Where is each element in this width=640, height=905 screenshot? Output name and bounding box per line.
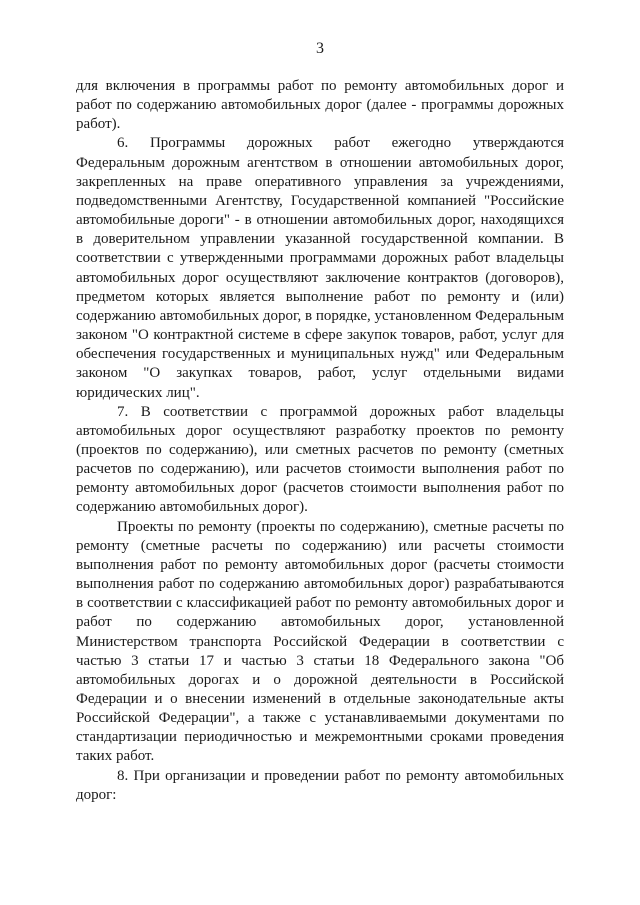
paragraph-item-7: 7. В соответствии с программой дорожных работ владельцы автомобильных дорог осуществляют разработку проектов по ремонту (проектов по содержанию), или сметных расчетов по ремонту (сметных расчетов по содержанию), или расчетов стоимости выполнения работ по ремонту автомобильных дорог (расчетов стоимости выполнения работ по содержанию автомобильных дорог). bbox=[76, 403, 564, 516]
page-number: 3 bbox=[316, 40, 324, 57]
paragraph-item-6: 6. Программы дорожных работ ежегодно утверждаются Федеральным дорожным агентством в отношении автомобильных дорог, закрепленных на праве оперативного управления за учреждениями, подведомственными Агентству, Государственной компанией "Российские автомобильные дороги" - в отношении автомобильных дорог, находящихся в доверительном управлении указанной государственной компании. В соответствии с утвержденными программами дорожных работ владельцы автомобильных дорог осуществляют заключение контрактов (договоров), предметом которых является выполнение работ по ремонту и (или) содержанию автомобильных дорог, в порядке, установленном Федеральным законом "О контрактной системе в сфере закупок товаров, работ, услуг для обеспечения государственных и муниципальных нужд" или Федеральным законом "О закупках товаров, работ, услуг отдельными видами юридических лиц". bbox=[76, 135, 564, 401]
paragraph-continuation: для включения в программы работ по ремонту автомобильных дорог и работ по содержанию автомобильных дорог (далее - программы дорожных работ). bbox=[76, 78, 564, 133]
paragraph-projects: Проекты по ремонту (проекты по содержанию), сметные расчеты по ремонту (сметные расчеты по содержанию) или расчеты стоимости выполнения работ по ремонту автомобильных дорог (расчеты стоимости выполнения работ по содержанию автомобильных дорог) разрабатываются в соответствии с классификацией работ по ремонту автомобильных дорог и работ по содержанию автомобильных дорог, установленной Министерством транспорта Российской Федерации в соответствии с частью 3 статьи 17 и частью 3 статьи 18 Федерального закона "Об автомобильных дорогах и о дорожной деятельности в Российской Федерации и о внесении изменений в отдельные законодательные акты Российской Федерации", а также с устанавливаемыми документами по стандартизации периодичностью и межремонтными сроками проведения таких работ. bbox=[76, 518, 564, 765]
document-body bbox=[76, 77, 564, 805]
paragraph-item-8: 8. При организации и проведении работ по ремонту автомобильных дорог: bbox=[76, 767, 564, 803]
